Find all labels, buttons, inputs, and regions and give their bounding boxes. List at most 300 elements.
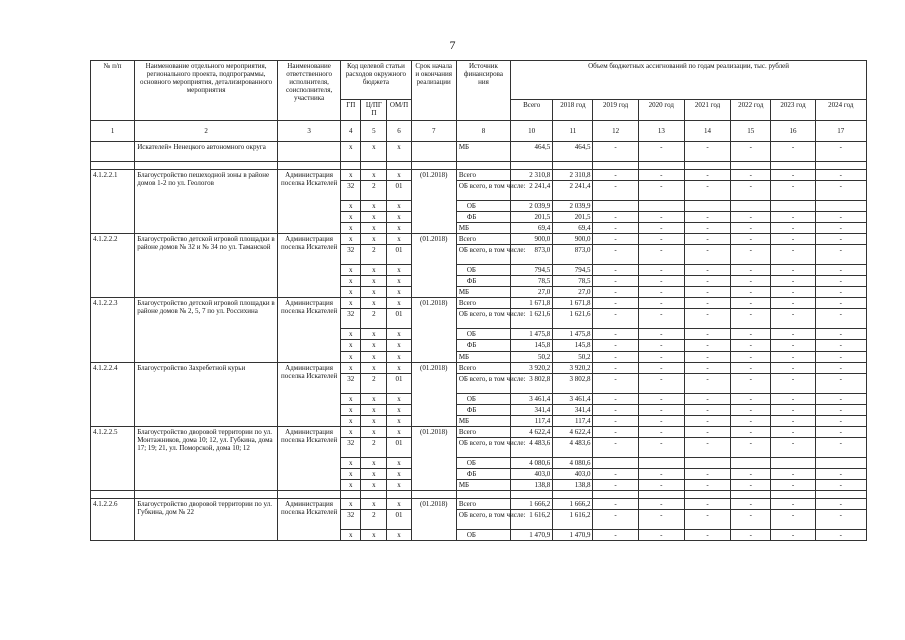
responsible-executor: Администрация поселка Искателей <box>277 362 340 426</box>
code-cell: x <box>387 457 411 468</box>
value-cell: - <box>731 245 771 265</box>
value-cell: - <box>684 170 730 181</box>
code-cell: x <box>341 404 361 415</box>
value-cell: - <box>593 362 638 373</box>
value-cell: - <box>815 373 866 393</box>
value-cell: 138,8 <box>511 479 553 490</box>
value-cell: - <box>684 142 730 162</box>
value-cell: - <box>815 529 866 540</box>
value-cell: - <box>771 245 815 265</box>
spacer-cell <box>387 162 411 170</box>
code-cell: x <box>361 393 387 404</box>
spacer-cell <box>387 490 411 498</box>
value-cell: 873,0 <box>553 245 593 265</box>
value-cell: - <box>771 181 815 201</box>
code-cell: x <box>341 351 361 362</box>
value-cell: 4 622,4 <box>553 426 593 437</box>
code-cell: x <box>341 234 361 245</box>
value-cell: - <box>731 498 771 509</box>
value-cell: - <box>771 426 815 437</box>
value-cell: - <box>684 468 730 479</box>
value-cell: - <box>593 212 638 223</box>
spacer-cell <box>815 162 866 170</box>
table-body <box>91 142 867 541</box>
value-cell: - <box>638 479 684 490</box>
value-cell: 341,4 <box>511 404 553 415</box>
value-cell: 50,2 <box>553 351 593 362</box>
value-cell: - <box>593 498 638 509</box>
column-number: 3 <box>277 121 340 142</box>
value-cell: - <box>593 373 638 393</box>
code-cell: x <box>341 329 361 340</box>
value-cell: - <box>731 170 771 181</box>
spacer-cell <box>511 162 553 170</box>
spacer-row <box>91 490 867 498</box>
value-cell: 3 802,8 <box>553 373 593 393</box>
column-number: 5 <box>361 121 387 142</box>
funding-source: Всего <box>456 362 510 373</box>
value-cell: - <box>684 404 730 415</box>
table-row <box>91 234 867 245</box>
code-cell: 01 <box>387 245 411 265</box>
column-number: 17 <box>815 121 866 142</box>
column-number: 1 <box>91 121 135 142</box>
funding-source: ОБ <box>456 393 510 404</box>
row-num-cell <box>91 142 135 162</box>
value-cell: 1 616,2 <box>553 509 593 529</box>
value-cell: - <box>771 393 815 404</box>
header-period: Срок начала и окончания реализации <box>411 61 456 121</box>
code-cell: x <box>361 529 387 540</box>
spacer-cell <box>411 162 456 170</box>
value-cell: - <box>684 234 730 245</box>
spacer-cell <box>638 162 684 170</box>
implementation-period: (01.2018) <box>411 170 456 234</box>
code-cell: x <box>361 468 387 479</box>
value-cell: - <box>815 393 866 404</box>
value-cell: - <box>684 529 730 540</box>
value-cell: - <box>684 498 730 509</box>
header-name: Наименование отдельного мероприятия, регионального проекта, подпрограммы, основного мероприятия, детализированного мероприятия <box>135 61 278 121</box>
code-cell: x <box>387 142 411 162</box>
value-cell: - <box>815 245 866 265</box>
value-cell: 1 671,8 <box>553 298 593 309</box>
column-number: 16 <box>771 121 815 142</box>
value-cell: 117,4 <box>511 415 553 426</box>
spacer-cell <box>553 490 593 498</box>
value-cell: - <box>638 265 684 276</box>
value-cell: - <box>731 351 771 362</box>
value-cell: - <box>771 276 815 287</box>
measure-name: Благоустройство дворовой территории по ул. Монтажников, дома 10; 12, ул. Губкина, дома 17; 19; 21, ул. Поморской, дома 10; 12 <box>135 426 278 490</box>
code-cell: 2 <box>361 509 387 529</box>
code-cell: x <box>387 287 411 298</box>
value-cell: 4 080,6 <box>511 457 553 468</box>
value-cell: - <box>684 181 730 201</box>
value-cell: - <box>684 276 730 287</box>
value-cell: 138,8 <box>553 479 593 490</box>
measure-name: Благоустройство дворовой территории по ул. Губкина, дом № 22 <box>135 498 278 540</box>
implementation-period: (01.2018) <box>411 298 456 362</box>
code-cell: 2 <box>361 181 387 201</box>
header-code-gp: ГП <box>341 100 361 121</box>
funding-source: ОБ <box>456 201 510 212</box>
column-number: 4 <box>341 121 361 142</box>
header-year-total: Всего <box>511 100 553 121</box>
measure-number: 4.1.2.2.5 <box>91 426 135 490</box>
value-cell: - <box>731 212 771 223</box>
value-cell: - <box>771 373 815 393</box>
funding-source: ОБ всего, в том числе: <box>456 437 510 457</box>
implementation-period: (01.2018) <box>411 498 456 540</box>
value-cell: - <box>731 309 771 329</box>
value-cell <box>815 201 866 212</box>
code-cell: x <box>341 340 361 351</box>
value-cell: - <box>731 373 771 393</box>
value-cell: 900,0 <box>511 234 553 245</box>
header-year-2018: 2018 год <box>553 100 593 121</box>
funding-source: ОБ всего, в том числе: <box>456 373 510 393</box>
code-cell: x <box>361 362 387 373</box>
value-cell: 794,5 <box>553 265 593 276</box>
code-cell: x <box>361 479 387 490</box>
value-cell: - <box>815 329 866 340</box>
value-cell: - <box>593 404 638 415</box>
code-cell: 01 <box>387 181 411 201</box>
value-cell: - <box>731 529 771 540</box>
code-cell: x <box>361 415 387 426</box>
code-cell: x <box>361 457 387 468</box>
value-cell: - <box>593 298 638 309</box>
header-year-2024: 2024 год <box>815 100 866 121</box>
value-cell: - <box>771 212 815 223</box>
value-cell: 1 671,8 <box>511 298 553 309</box>
code-cell: x <box>361 340 387 351</box>
value-cell: - <box>593 415 638 426</box>
code-cell: 2 <box>361 245 387 265</box>
code-cell: x <box>387 468 411 479</box>
spacer-cell <box>731 162 771 170</box>
value-cell: 27,0 <box>553 287 593 298</box>
responsible-executor: Администрация поселка Искателей <box>277 234 340 298</box>
funding-source: ОБ <box>456 457 510 468</box>
code-cell: x <box>387 340 411 351</box>
value-cell: 2 039,9 <box>553 201 593 212</box>
spacer-cell <box>553 162 593 170</box>
spacer-cell <box>731 490 771 498</box>
value-cell: - <box>771 340 815 351</box>
spacer-cell <box>771 490 815 498</box>
value-cell <box>815 457 866 468</box>
value-cell: - <box>731 287 771 298</box>
code-cell: x <box>361 234 387 245</box>
value-cell: - <box>684 265 730 276</box>
measure-number: 4.1.2.2.2 <box>91 234 135 298</box>
value-cell: - <box>731 234 771 245</box>
code-cell: 32 <box>341 437 361 457</box>
value-cell: - <box>731 479 771 490</box>
code-cell: x <box>361 404 387 415</box>
header-year-2023: 2023 год <box>771 100 815 121</box>
value-cell: 78,5 <box>511 276 553 287</box>
code-cell: x <box>387 276 411 287</box>
funding-source: Всего <box>456 298 510 309</box>
code-cell: x <box>341 142 361 162</box>
header-volume-group: Объем бюджетных ассигнований по годам реализации, тыс. рублей <box>511 61 867 100</box>
value-cell: - <box>638 498 684 509</box>
value-cell: - <box>638 415 684 426</box>
spacer-cell <box>277 490 340 498</box>
funding-source: Всего <box>456 498 510 509</box>
funding-source: ОБ всего, в том числе: <box>456 309 510 329</box>
value-cell: - <box>638 340 684 351</box>
code-cell: x <box>387 351 411 362</box>
value-cell: - <box>771 287 815 298</box>
code-cell: x <box>361 298 387 309</box>
budget-table <box>90 60 867 541</box>
value-cell <box>684 201 730 212</box>
value-cell: 117,4 <box>553 415 593 426</box>
value-cell: - <box>771 437 815 457</box>
value-cell: - <box>593 276 638 287</box>
header-year-2021: 2021 год <box>684 100 730 121</box>
value-cell: - <box>731 223 771 234</box>
spacer-cell <box>135 490 278 498</box>
code-cell: 2 <box>361 373 387 393</box>
value-cell: - <box>593 245 638 265</box>
code-cell: x <box>341 287 361 298</box>
value-cell: - <box>593 181 638 201</box>
value-cell <box>638 201 684 212</box>
value-cell: - <box>593 351 638 362</box>
value-cell: 2 241,4 <box>511 181 553 201</box>
value-cell: - <box>593 509 638 529</box>
implementation-period: (01.2018) <box>411 362 456 426</box>
value-cell: - <box>638 223 684 234</box>
code-cell: x <box>387 170 411 181</box>
spacer-cell <box>593 490 638 498</box>
value-cell: - <box>731 468 771 479</box>
code-cell: 01 <box>387 437 411 457</box>
value-cell: - <box>731 404 771 415</box>
code-cell: x <box>361 426 387 437</box>
code-cell: x <box>387 426 411 437</box>
value-cell: - <box>771 529 815 540</box>
value-cell: - <box>815 437 866 457</box>
code-cell: x <box>341 529 361 540</box>
value-cell: - <box>684 298 730 309</box>
value-cell: 4 080,6 <box>553 457 593 468</box>
table-header <box>91 61 867 142</box>
code-cell: x <box>341 426 361 437</box>
value-cell: - <box>684 373 730 393</box>
value-cell: 873,0 <box>511 245 553 265</box>
code-cell: x <box>387 479 411 490</box>
column-number: 15 <box>731 121 771 142</box>
value-cell: - <box>684 245 730 265</box>
header-resp: Наименование ответственного исполнителя, соисполнителя, участника <box>277 61 340 121</box>
implementation-period: (01.2018) <box>411 426 456 490</box>
header-code-ts: Ц/ПГ П <box>361 100 387 121</box>
code-cell: x <box>387 265 411 276</box>
value-cell: - <box>815 287 866 298</box>
value-cell: - <box>684 287 730 298</box>
value-cell: - <box>771 468 815 479</box>
header-year-2022: 2022 год <box>731 100 771 121</box>
code-cell: x <box>361 276 387 287</box>
value-cell: 27,0 <box>511 287 553 298</box>
code-cell: x <box>341 170 361 181</box>
code-cell: x <box>387 404 411 415</box>
code-cell: 32 <box>341 373 361 393</box>
column-number: 10 <box>511 121 553 142</box>
value-cell: - <box>593 437 638 457</box>
value-cell: 3 920,2 <box>553 362 593 373</box>
value-cell: - <box>638 234 684 245</box>
code-cell: x <box>387 223 411 234</box>
measure-name: Благоустройство детской игровой площадки в районе домов № 32 и № 34 по ул. Таманской <box>135 234 278 298</box>
value-cell: 201,5 <box>511 212 553 223</box>
value-cell <box>684 457 730 468</box>
value-cell: - <box>771 234 815 245</box>
funding-source: ОБ <box>456 265 510 276</box>
value-cell: 50,2 <box>511 351 553 362</box>
value-cell: - <box>815 309 866 329</box>
value-cell: - <box>815 415 866 426</box>
responsible-executor: Администрация поселка Искателей <box>277 298 340 362</box>
value-cell: 69,4 <box>511 223 553 234</box>
funding-source: ФБ <box>456 468 510 479</box>
code-cell: 2 <box>361 437 387 457</box>
code-cell: x <box>361 170 387 181</box>
code-cell: x <box>387 298 411 309</box>
value-cell: 464,5 <box>511 142 553 162</box>
code-cell: x <box>361 142 387 162</box>
value-cell: - <box>771 351 815 362</box>
value-cell: - <box>684 351 730 362</box>
value-cell: - <box>638 298 684 309</box>
measure-number: 4.1.2.2.3 <box>91 298 135 362</box>
spacer-cell <box>456 162 510 170</box>
code-cell: x <box>361 223 387 234</box>
value-cell: 1 666,2 <box>553 498 593 509</box>
value-cell: - <box>815 509 866 529</box>
code-cell: 32 <box>341 245 361 265</box>
table-row <box>91 170 867 181</box>
value-cell: - <box>593 142 638 162</box>
value-cell: - <box>731 181 771 201</box>
value-cell: - <box>638 404 684 415</box>
code-cell: x <box>361 265 387 276</box>
value-cell: - <box>593 170 638 181</box>
value-cell: - <box>771 142 815 162</box>
value-cell: 4 483,6 <box>511 437 553 457</box>
budget-table-container <box>90 60 867 541</box>
value-cell: - <box>638 426 684 437</box>
value-cell: - <box>731 265 771 276</box>
value-cell: - <box>815 142 866 162</box>
funding-source: Всего <box>456 170 510 181</box>
value-cell: - <box>593 426 638 437</box>
value-cell: - <box>815 362 866 373</box>
value-cell: - <box>638 529 684 540</box>
value-cell: - <box>731 142 771 162</box>
code-cell: x <box>361 498 387 509</box>
code-cell: x <box>387 498 411 509</box>
value-cell: - <box>815 479 866 490</box>
value-cell: 2 039,9 <box>511 201 553 212</box>
value-cell: 794,5 <box>511 265 553 276</box>
header-source: Источник финансирова ния <box>456 61 510 121</box>
funding-source: МБ <box>456 479 510 490</box>
header-year-2019: 2019 год <box>593 100 638 121</box>
code-cell: x <box>387 415 411 426</box>
code-cell: x <box>387 362 411 373</box>
value-cell: - <box>638 437 684 457</box>
column-number: 12 <box>593 121 638 142</box>
column-number: 6 <box>387 121 411 142</box>
value-cell: - <box>593 393 638 404</box>
value-cell: - <box>771 498 815 509</box>
page-number: 7 <box>449 38 456 52</box>
value-cell: - <box>638 245 684 265</box>
value-cell: - <box>815 404 866 415</box>
value-cell: - <box>684 426 730 437</box>
code-cell: x <box>387 329 411 340</box>
value-cell: 1 616,2 <box>511 509 553 529</box>
value-cell: - <box>638 181 684 201</box>
value-cell <box>593 201 638 212</box>
value-cell <box>731 457 771 468</box>
value-cell: - <box>593 329 638 340</box>
code-cell: x <box>387 212 411 223</box>
source-cell: МБ <box>456 142 510 162</box>
funding-source: ФБ <box>456 404 510 415</box>
spacer-row <box>91 162 867 170</box>
value-cell: - <box>684 479 730 490</box>
code-cell: 01 <box>387 509 411 529</box>
value-cell: 1 475,8 <box>511 329 553 340</box>
spacer-cell <box>456 490 510 498</box>
value-cell: - <box>684 223 730 234</box>
column-numbers-row <box>91 121 867 142</box>
funding-source: ОБ <box>456 529 510 540</box>
value-cell: - <box>731 329 771 340</box>
value-cell: - <box>638 509 684 529</box>
code-cell: x <box>361 287 387 298</box>
value-cell: - <box>815 223 866 234</box>
value-cell: - <box>731 276 771 287</box>
value-cell: - <box>815 234 866 245</box>
value-cell: - <box>638 309 684 329</box>
value-cell: - <box>638 393 684 404</box>
value-cell: 1 666,2 <box>511 498 553 509</box>
value-cell: - <box>771 223 815 234</box>
value-cell: 403,0 <box>511 468 553 479</box>
spacer-cell <box>684 490 730 498</box>
value-cell: - <box>638 351 684 362</box>
implementation-period: (01.2018) <box>411 234 456 298</box>
value-cell: 3 802,8 <box>511 373 553 393</box>
code-cell: x <box>361 351 387 362</box>
column-number: 8 <box>456 121 510 142</box>
code-cell: x <box>387 529 411 540</box>
value-cell: - <box>593 340 638 351</box>
value-cell: - <box>771 170 815 181</box>
value-cell: - <box>815 265 866 276</box>
spacer-cell <box>91 162 135 170</box>
column-number: 11 <box>553 121 593 142</box>
